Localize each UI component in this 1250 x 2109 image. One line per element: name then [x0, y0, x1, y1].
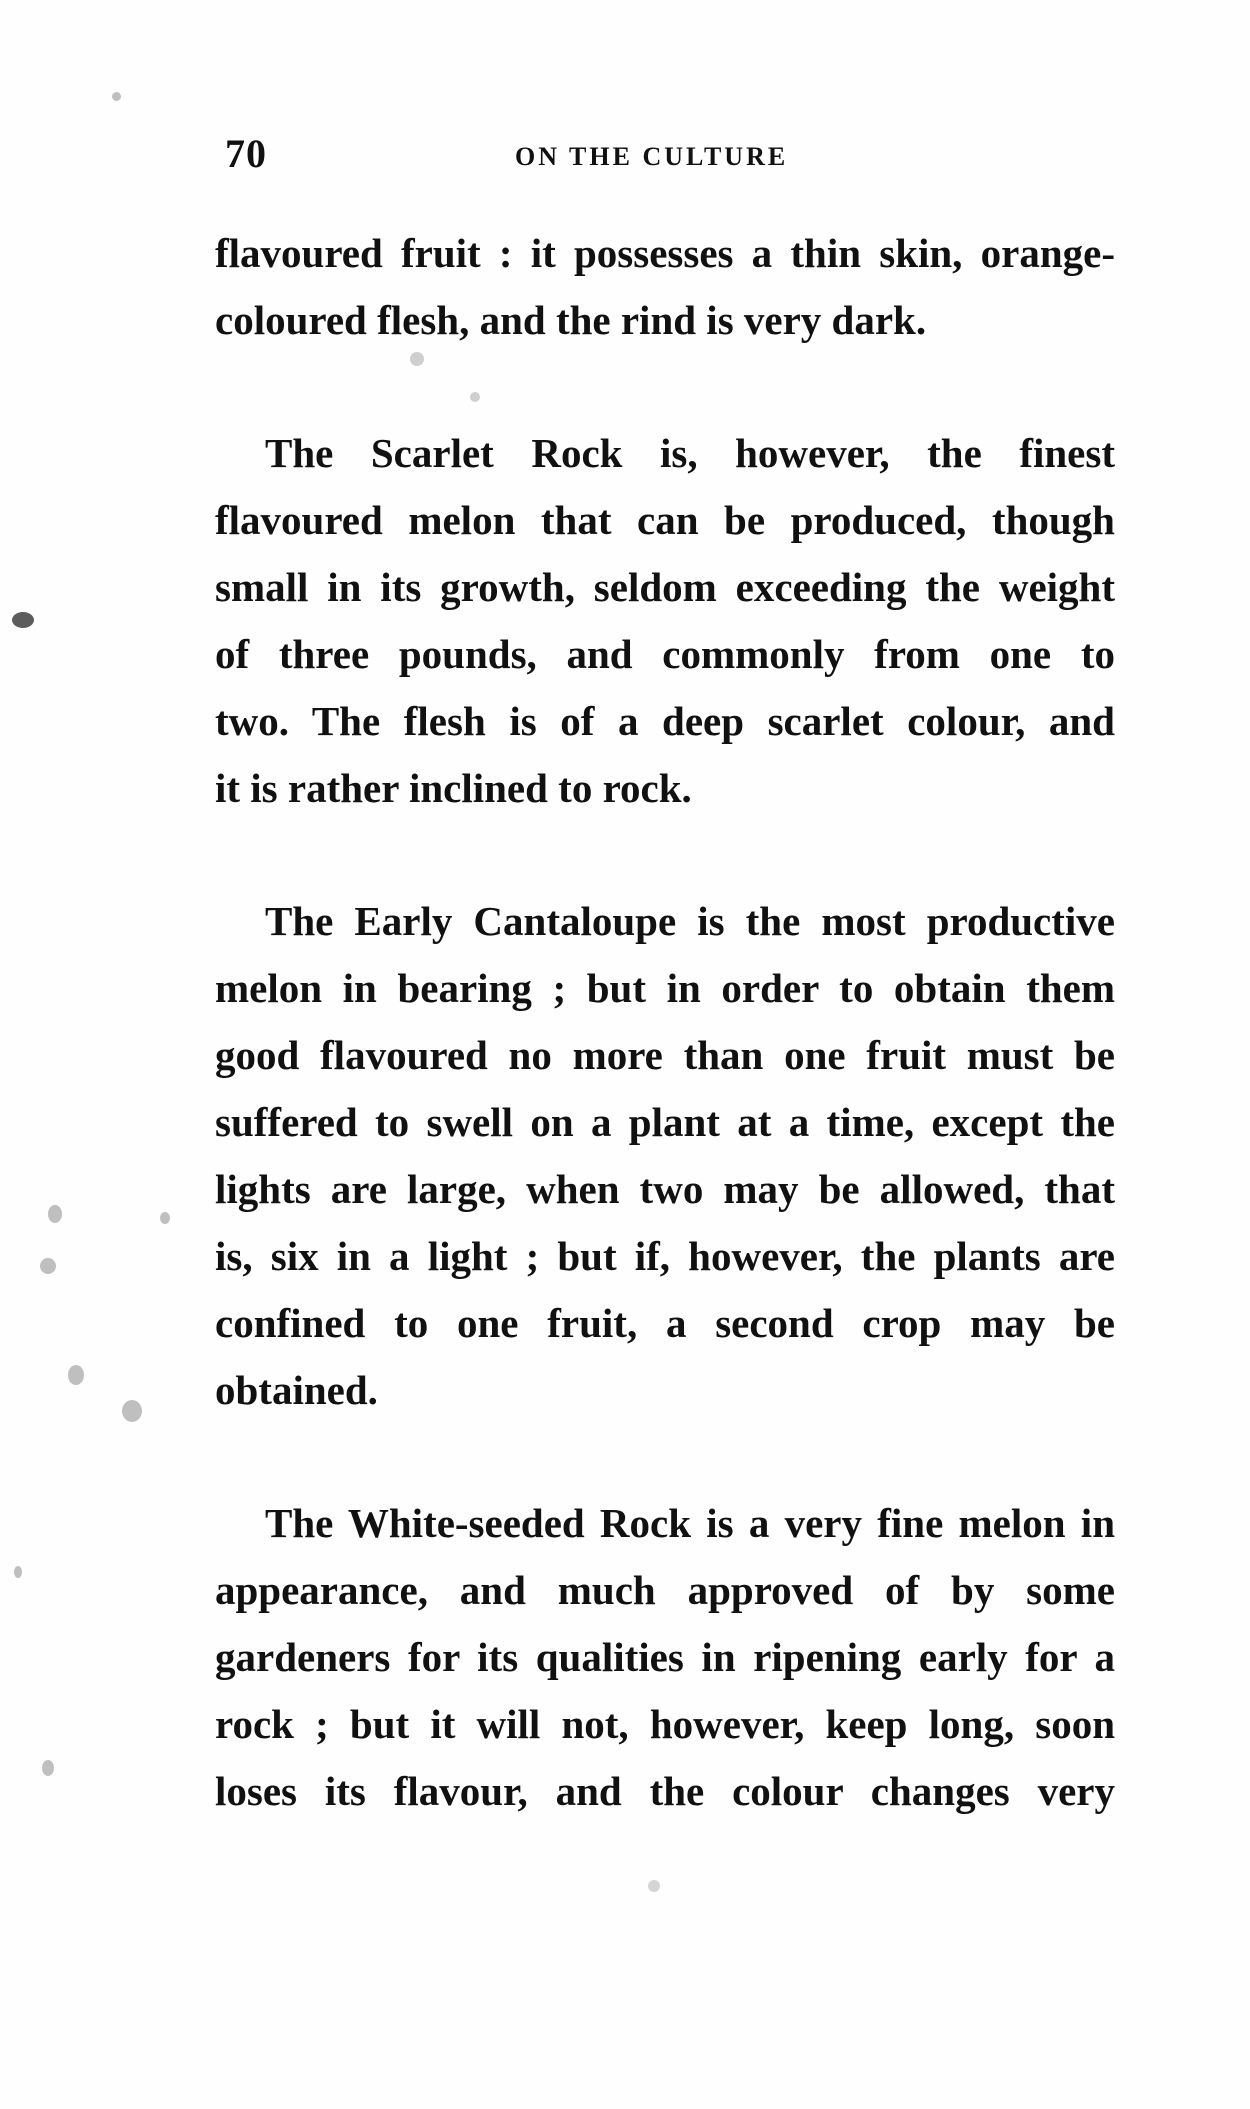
text-line: The Early Cantaloupe is the most productive — [265, 898, 1115, 944]
text-line: rock ; but it will not, however, keep long, soon — [215, 1701, 1115, 1747]
scan-speck — [122, 1400, 142, 1422]
scan-speck — [12, 612, 34, 628]
text-line: lights are large, when two may be allowed, that — [215, 1166, 1115, 1212]
text-line: two. The flesh is of a deep scarlet colour, and — [215, 698, 1115, 744]
scan-speck — [48, 1205, 62, 1223]
text-line: The Scarlet Rock is, however, the finest — [265, 430, 1115, 476]
scan-speck — [112, 92, 121, 101]
text-line: loses its flavour, and the colour changes very — [215, 1768, 1115, 1814]
text-line: The White-seeded Rock is a very fine melon in — [265, 1500, 1115, 1546]
page-header — [220, 130, 1120, 180]
scan-speck — [40, 1258, 56, 1274]
text-line: appearance, and much approved of by some — [215, 1567, 1115, 1613]
body-text — [215, 220, 1115, 1825]
text-line: small in its growth, seldom exceeding the weight — [215, 564, 1115, 610]
text-line: coloured flesh, and the rind is very dark. — [215, 297, 927, 343]
text-line: is, six in a light ; but if, however, the plants are — [215, 1233, 1115, 1279]
paragraph-1 — [215, 220, 1115, 354]
scan-speck — [14, 1566, 22, 1578]
page-number: 70 — [225, 131, 267, 176]
scan-speck — [42, 1760, 54, 1776]
text-line: it is rather inclined to rock. — [215, 765, 692, 811]
paragraph-2 — [215, 420, 1115, 822]
text-line: suffered to swell on a plant at a time, except the — [215, 1099, 1115, 1145]
text-line: flavoured melon that can be produced, though — [215, 497, 1115, 543]
text-line: gardeners for its qualities in ripening early for a — [215, 1634, 1115, 1680]
text-line: flavoured fruit : it possesses a thin skin, orange- — [215, 230, 1115, 276]
running-head: ON THE CULTURE — [515, 142, 789, 171]
scan-speck — [160, 1212, 170, 1224]
text-line: melon in bearing ; but in order to obtain them — [215, 965, 1115, 1011]
text-line: of three pounds, and commonly from one to — [215, 631, 1115, 677]
scan-speck — [68, 1365, 84, 1385]
scan-speck — [648, 1880, 660, 1892]
paragraph-3 — [215, 888, 1115, 1424]
text-line: good flavoured no more than one fruit must be — [215, 1032, 1115, 1078]
text-line: obtained. — [215, 1367, 378, 1413]
text-line: confined to one fruit, a second crop may be — [215, 1300, 1115, 1346]
paragraph-4 — [215, 1490, 1115, 1825]
